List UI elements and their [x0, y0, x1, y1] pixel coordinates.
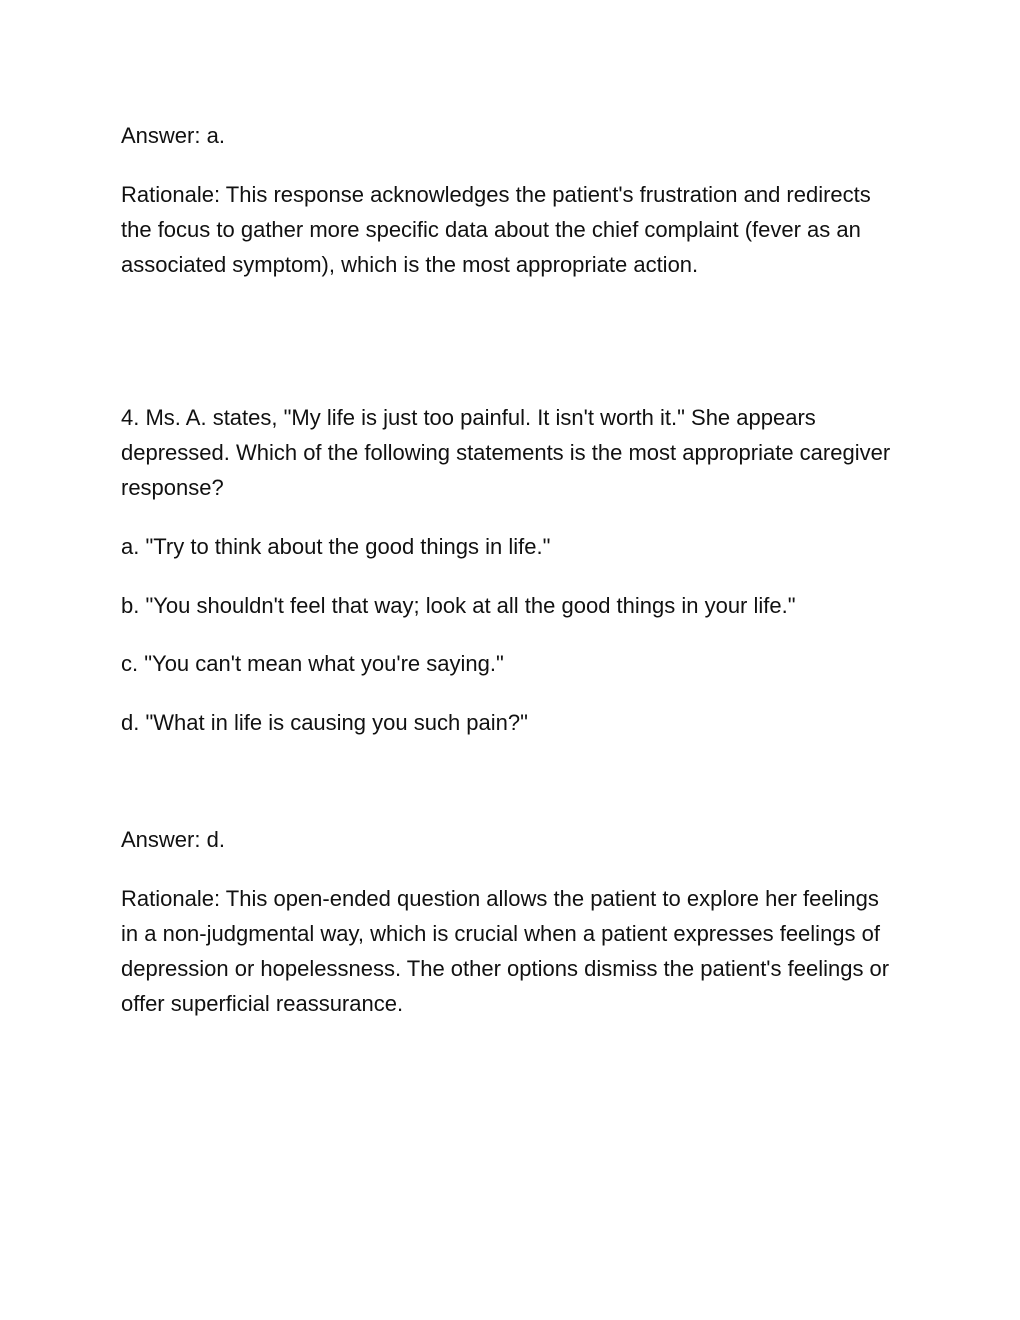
question-4-option-d: d. "What in life is causing you such pain?" — [121, 710, 528, 735]
question-4-stem: 4. Ms. A. states, "My life is just too painful. It isn't worth it." She appears depressed. Which of the following statements is the most appropriate caregiver response? — [121, 405, 891, 500]
question-4-option-a: a. "Try to think about the good things in life." — [121, 534, 551, 559]
rationale-previous-question: Rationale: This response acknowledges the patient's frustration and redirects the focus to gather more specific data about the chief complaint (fever as an associated symptom), which is the most appropriate action. — [121, 182, 871, 277]
question-4-option-c: c. "You can't mean what you're saying." — [121, 651, 504, 676]
answer-previous-question: Answer: a. — [121, 123, 225, 148]
question-4-option-b: b. "You shouldn't feel that way; look at all the good things in your life." — [121, 593, 796, 618]
question-4-rationale: Rationale: This open-ended question allows the patient to explore her feelings in a non-judgmental way, which is crucial when a patient expresses feelings of depression or hopelessness. The other options dismiss the patient's feelings or offer superficial reassurance. — [121, 886, 890, 1016]
question-4-answer: Answer: d. — [121, 827, 225, 852]
